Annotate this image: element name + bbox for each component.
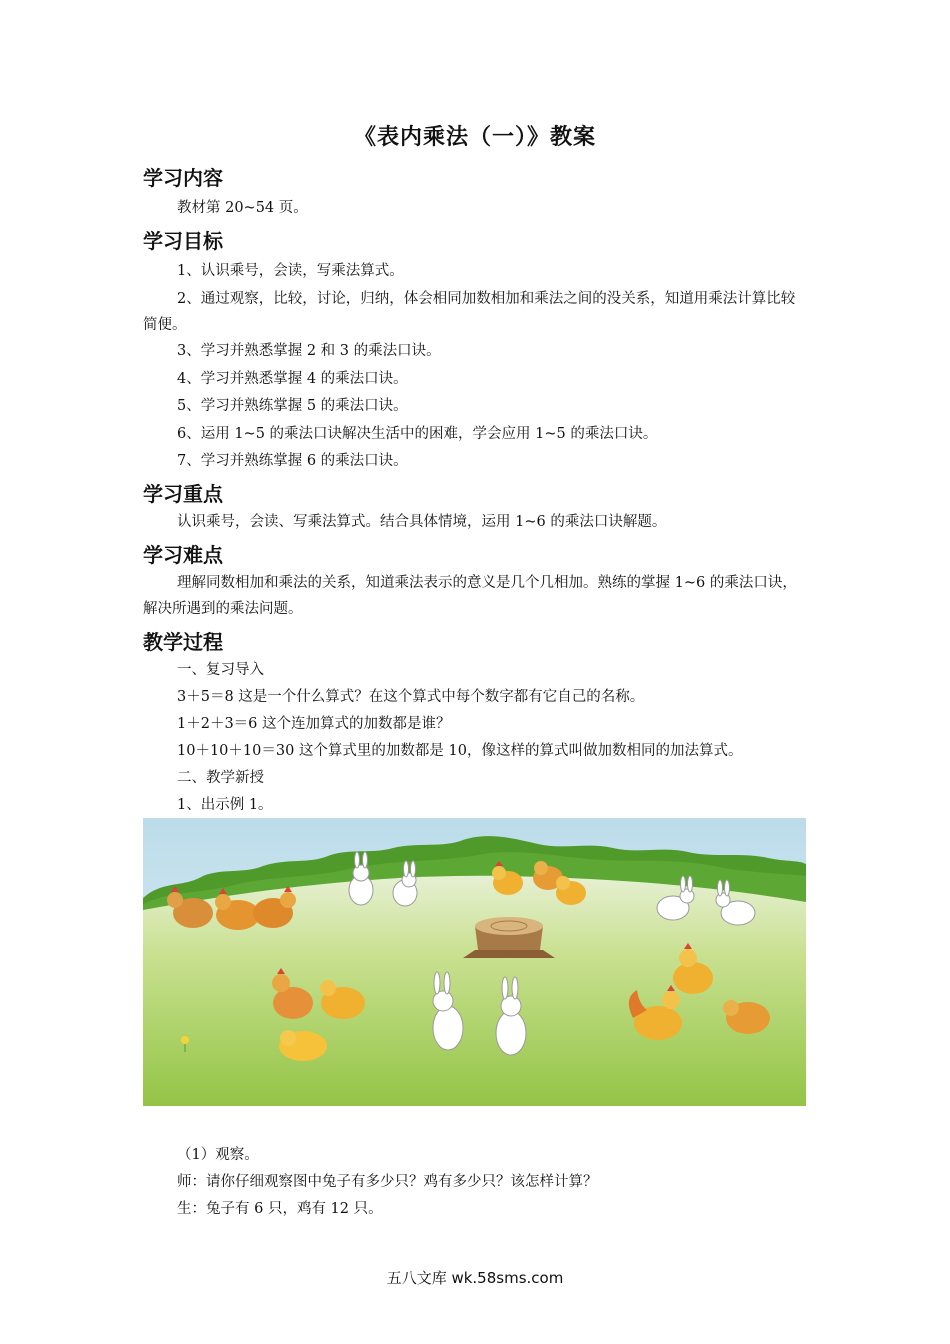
goal-item: 1、认识乘号，会读，写乘法算式。 xyxy=(177,263,404,279)
process-line: 一、复习导入 xyxy=(177,662,264,678)
heading-process: 教学过程 xyxy=(143,630,223,654)
process-line: 3＋5＝8 这是一个什么算式？在这个算式中每个数字都有它自己的名称。 xyxy=(177,689,645,705)
goal-item: 2、通过观察，比较，讨论，归纳，体会相同加数相加和乘法之间的没关系，知道用乘法计算比较简便。 xyxy=(143,291,796,333)
farm-illustration xyxy=(143,818,806,1106)
process-after-line: 生：兔子有 6 只，鸡有 12 只。 xyxy=(177,1201,383,1217)
process-line: 1＋2＋3＝6 这个连加算式的加数都是谁？ xyxy=(177,716,451,732)
tree-stump xyxy=(463,917,555,958)
footer-watermark: 五八文库 wk.58sms.com xyxy=(386,1269,564,1287)
process-line: 10＋10＋10＝30 这个算式里的加数都是 10，像这样的算式叫做加数相同的加法算式。 xyxy=(177,743,743,759)
heading-goals: 学习目标 xyxy=(143,229,223,253)
heading-difficulties: 学习难点 xyxy=(143,543,223,567)
goal-item: 3、学习并熟悉掌握 2 和 3 的乘法口诀。 xyxy=(177,343,441,359)
process-after-line: 师：请你仔细观察图中兔子有多少只？鸡有多少只？该怎样计算？ xyxy=(177,1174,598,1190)
goal-item: 4、学习并熟悉掌握 4 的乘法口诀。 xyxy=(177,371,408,387)
keypoints-text: 认识乘号，会读、写乘法算式。结合具体情境，运用 1~6 的乘法口诀解题。 xyxy=(177,514,667,530)
difficulties-text: 理解同数相加和乘法的关系，知道乘法表示的意义是几个几相加。熟练的掌握 1~6 的乘法口诀，解决所遇到的乘法问题。 xyxy=(143,575,797,617)
heading-keypoints: 学习重点 xyxy=(143,482,223,506)
heading-content: 学习内容 xyxy=(143,166,223,190)
process-line: 二、教学新授 xyxy=(177,770,264,786)
goal-item: 6、运用 1~5 的乘法口诀解决生活中的困难，学会应用 1~5 的乘法口诀。 xyxy=(177,426,658,442)
document-title: 《表内乘法（一）》教案 xyxy=(353,125,596,150)
content-text: 教材第 20~54 页。 xyxy=(177,200,308,216)
goal-item: 7、学习并熟练掌握 6 的乘法口诀。 xyxy=(177,453,408,469)
process-after-line: （1）观察。 xyxy=(177,1147,259,1163)
process-line: 1、出示例 1。 xyxy=(177,797,273,813)
goal-item: 5、学习并熟练掌握 5 的乘法口诀。 xyxy=(177,398,408,414)
